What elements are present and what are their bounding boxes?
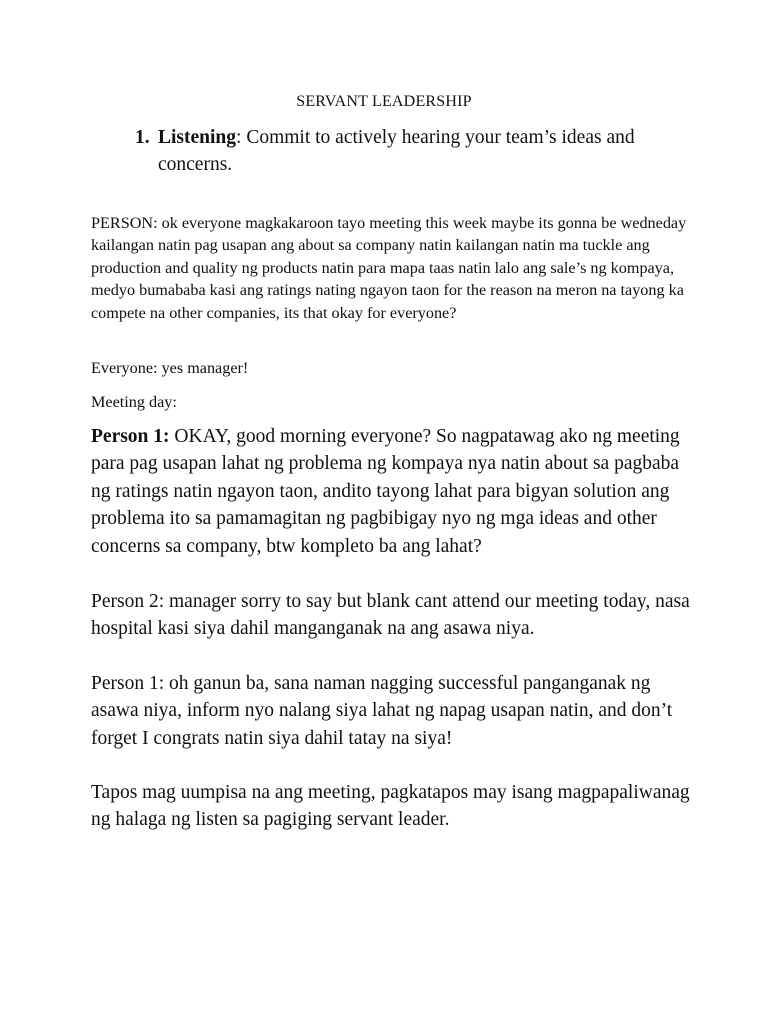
- list-number: 1.: [135, 127, 150, 148]
- closing-paragraph: Tapos mag uumpisa na ang meeting, pagkatapos may isang magpapaliwanag ng halaga ng listen sa pagiging servant leader.: [91, 782, 690, 831]
- everyone-line: Everyone: yes manager!: [91, 359, 249, 377]
- numbered-list-item: [135, 124, 675, 178]
- intro-paragraph: PERSON: ok everyone magkakaroon tayo meeting this week maybe its gonna be wedneday kailangan natin pag usapan ang about sa company natin kailangan natin ma tuckle ang production and quality ng products natin para mapa taas natin lalo ang sale’s ng kompaya, medyo bumababa kasi ang ratings nating ngayon taon for the reason na meron na tayong ka compete na other companies, its that okay for everyone?: [91, 214, 687, 322]
- list-term: Listening: [158, 127, 237, 148]
- person1-speaker: Person 1:: [91, 426, 170, 447]
- person1-reply-paragraph: Person 1: oh ganun ba, sana naman nagging successful panganganak ng asawa niya, inform nyo nalang siya lahat ng napag usapan natin, and don’t forget I congrats natin siya dahil tatay na siya!: [91, 673, 673, 749]
- list-description: : Commit to actively hearing your team’s ideas and concerns.: [158, 127, 635, 175]
- person1-paragraph: [91, 423, 691, 560]
- person2-paragraph: Person 2: manager sorry to say but blank cant attend our meeting today, nasa hospital kasi siya dahil manganganak na ang asawa niya.: [91, 591, 690, 640]
- document-title: SERVANT LEADERSHIP: [296, 93, 472, 110]
- meeting-day-line: Meeting day:: [91, 393, 177, 411]
- person1-text: OKAY, good morning everyone? So nagpatawag ako ng meeting para pag usapan lahat ng problema ng kompaya nya natin about sa pagbaba ng ratings natin ngayon taon, andito tayong lahat para bigyan solution ang problema ito sa pamamagitan ng pagbibigay nyo ng mga ideas and other concerns sa company, btw kompleto ba ang lahat?: [91, 426, 680, 557]
- list-item-body: [158, 124, 675, 178]
